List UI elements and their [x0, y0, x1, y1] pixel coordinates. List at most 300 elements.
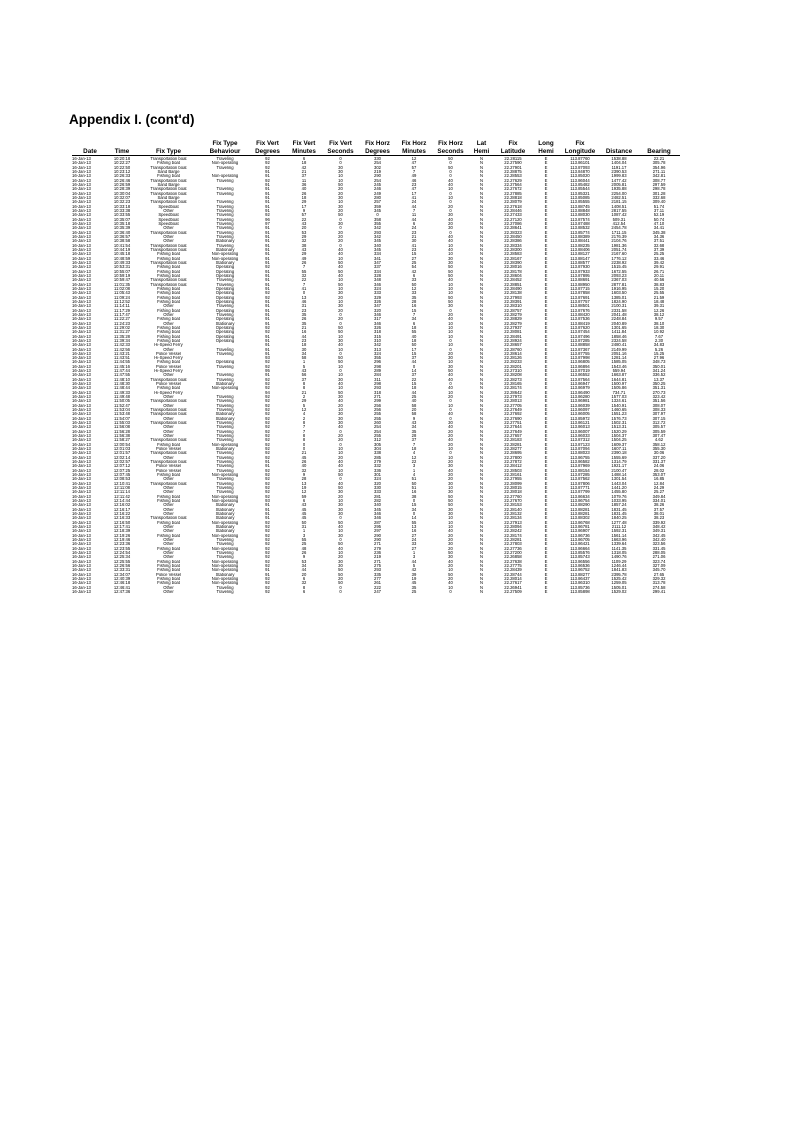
table-cell: 0 — [339, 321, 342, 326]
table-cell: 9 — [302, 472, 306, 478]
table-cell: 113.88281 — [570, 511, 590, 516]
table-cell: N — [479, 446, 484, 452]
table-cell: 1831.45 — [611, 511, 627, 516]
table-cell: E — [544, 299, 548, 304]
table-cell: 39.42 — [653, 260, 665, 265]
table-cell: 1259.05 — [611, 581, 627, 586]
table-cell: 113.86805 — [570, 360, 590, 365]
table-cell: 22.27629 — [504, 178, 522, 183]
table-cell: E — [544, 187, 548, 192]
table-cell: 305.78 — [652, 161, 666, 166]
table-cell: 12.84 — [653, 481, 665, 486]
table-cell: 219 — [374, 555, 381, 560]
table-cell: 27 — [411, 256, 417, 261]
table-cell: 40 — [448, 317, 453, 322]
table-cell: E — [544, 369, 548, 374]
table-cell: E — [544, 377, 548, 382]
table-cell: 20 — [448, 477, 453, 482]
table-cell: 20 — [338, 555, 343, 560]
table-cell: Stationary — [215, 321, 235, 326]
table-cell: Stationary — [215, 529, 235, 534]
table-cell: 20 — [301, 226, 307, 231]
table-cell: 113.88419 — [570, 321, 590, 326]
table-cell: 10 — [338, 364, 343, 369]
table-cell: 92 — [265, 529, 270, 534]
table-cell: 43 — [301, 369, 307, 374]
table-cell: 15.20 — [653, 286, 665, 291]
table-cell: 16-Jan-13 — [72, 529, 91, 534]
table-cell: 92 — [265, 455, 270, 460]
table-cell: 113.85544 — [570, 187, 590, 192]
column-header-line: Minutes — [402, 147, 426, 155]
column-header — [494, 137, 532, 156]
table-cell: 22.26858 — [504, 555, 522, 560]
table-cell: 11:29:02 — [114, 325, 130, 330]
table-cell: 338 — [374, 451, 381, 456]
table-cell: 22.28174 — [504, 386, 522, 391]
table-cell: 30 — [448, 507, 453, 512]
table-cell: 33 — [411, 542, 417, 547]
table-cell: N — [479, 438, 484, 443]
table-cell: 10:55:07 — [113, 269, 131, 274]
table-cell: Transportation boat — [150, 278, 187, 283]
table-cell: 11:49:33 — [114, 390, 130, 395]
table-cell: N — [479, 421, 484, 426]
table-cell: 2238.92 — [611, 260, 627, 265]
table-cell: 0 — [449, 399, 452, 404]
table-cell: N — [479, 386, 484, 391]
table-cell: 113.86121 — [570, 421, 590, 426]
table-cell: 20 — [448, 351, 453, 356]
table-cell: 34 — [411, 507, 417, 512]
table-cell: 1301.54 — [611, 477, 627, 482]
table-cell: 16-Jan-13 — [72, 408, 91, 413]
table-cell: Traveling — [216, 459, 234, 465]
table-cell: N — [479, 459, 484, 465]
table-cell: 16-Jan-13 — [72, 589, 91, 594]
table-cell: 0 — [339, 161, 342, 166]
table-cell: E — [544, 265, 548, 270]
table-cell: 16-Jan-13 — [72, 472, 91, 478]
table-cell: 40 — [448, 559, 453, 564]
table-cell: 271 — [374, 542, 381, 547]
table-cell: 16-Jan-13 — [72, 446, 91, 452]
table-cell: 1515.45 — [611, 265, 627, 270]
table-cell: 54 — [411, 265, 417, 270]
table-cell: 16-Jan-13 — [72, 182, 91, 188]
table-cell: 38.26 — [653, 503, 665, 508]
table-cell: 11:24:23 — [114, 321, 130, 326]
table-cell: 1981.36 — [611, 243, 627, 248]
table-cell: 37 — [301, 377, 307, 382]
table-cell: 16-Jan-13 — [72, 399, 91, 404]
table-cell: 92 — [265, 485, 270, 490]
table-cell: Traveling — [216, 217, 234, 222]
table-cell: 25 — [411, 395, 417, 400]
table-cell: Traveling — [216, 304, 234, 309]
table-cell: 10 — [448, 585, 453, 590]
table-cell: 13 — [301, 481, 307, 486]
table-cell: 113.86556 — [570, 559, 590, 564]
table-cell: 113.88577 — [570, 260, 590, 265]
table-cell: 11:42:33 — [114, 343, 130, 348]
table-cell: 23 — [411, 182, 417, 188]
table-cell: 27 — [411, 533, 417, 538]
table-cell: 92 — [265, 559, 270, 564]
table-cell: E — [544, 412, 548, 417]
table-cell: 10 — [338, 174, 343, 179]
table-cell: 40 — [448, 217, 453, 222]
table-cell: 30 — [338, 291, 343, 296]
table-cell: 20 — [448, 533, 453, 538]
table-cell: 33 — [411, 278, 417, 283]
table-cell: 6 — [302, 156, 306, 162]
table-cell: 22.27775 — [504, 563, 522, 568]
table-cell: E — [544, 568, 548, 573]
table-cell: 30 — [448, 421, 453, 426]
table-cell: 16-Jan-13 — [72, 351, 91, 356]
table-cell: 16-Jan-13 — [72, 438, 91, 443]
table-cell: 22.28450 — [504, 234, 522, 239]
table-cell: 345 — [374, 507, 381, 512]
table-cell: 20 — [338, 308, 343, 313]
table-cell: 22.28829 — [504, 317, 522, 322]
table-cell: N — [479, 195, 484, 201]
table-cell: 12:08:53 — [113, 477, 131, 482]
table-cell: 92 — [265, 403, 270, 408]
table-cell: 113.85898 — [570, 589, 590, 594]
table-cell: 10 — [338, 451, 343, 456]
table-cell: 50 — [448, 269, 453, 274]
table-cell: 91 — [265, 208, 270, 213]
table-cell: 12:16:33 — [113, 516, 131, 521]
table-cell: 25.25 — [653, 252, 665, 257]
table-cell: 16.85 — [653, 477, 665, 482]
table-cell: 2149.99 — [611, 347, 627, 352]
table-cell: 38.23 — [653, 516, 665, 521]
table-cell: 11:47:44 — [114, 369, 130, 374]
table-cell: 11:42:56 — [114, 347, 130, 352]
table-cell: 25 — [411, 589, 417, 594]
table-cell: 20 — [338, 317, 343, 322]
table-cell: 35 — [411, 585, 417, 590]
header-row — [72, 137, 680, 156]
table-cell: N — [479, 239, 484, 244]
table-cell: 7 — [302, 425, 306, 430]
table-cell: 38.01 — [653, 511, 665, 516]
table-cell: 16-Jan-13 — [72, 317, 91, 322]
table-cell: E — [544, 511, 548, 516]
table-cell: Fishing boat — [157, 338, 180, 343]
table-cell: 22.27913 — [504, 520, 522, 525]
table-cell: E — [544, 425, 548, 430]
table-cell: 324 — [374, 477, 381, 482]
table-cell: 16-Jan-13 — [72, 369, 91, 374]
table-cell: 2176.39 — [611, 234, 627, 239]
table-cell: 10:53:31 — [113, 265, 131, 270]
table-cell: 16-Jan-13 — [72, 291, 91, 296]
table-cell: E — [544, 390, 548, 395]
table-cell: 1858.46 — [611, 334, 627, 339]
table-cell: Stationary — [215, 507, 235, 512]
table-cell: 346 — [374, 511, 381, 516]
table-cell: 293 — [374, 568, 381, 573]
table-cell: N — [479, 382, 484, 387]
table-cell: 336 — [374, 468, 381, 473]
table-cell: 9.57 — [654, 317, 664, 322]
table-cell: 92 — [265, 520, 270, 525]
table-cell: 22.27955 — [504, 477, 522, 482]
table-cell: 0 — [339, 589, 342, 594]
table-cell: 0 — [449, 174, 452, 179]
table-cell: N — [479, 156, 484, 162]
table-cell: 45 — [411, 581, 417, 586]
table-cell: 40 — [338, 247, 343, 252]
table-cell: 113.87367 — [570, 347, 590, 352]
table-cell: 16-Jan-13 — [72, 286, 91, 291]
table-cell: 92 — [265, 165, 270, 170]
table-cell: 58 — [301, 356, 307, 361]
table-cell: 22.28439 — [504, 568, 522, 573]
table-cell: N — [479, 568, 484, 573]
table-cell: 16-Jan-13 — [72, 498, 91, 503]
table-cell: 20 — [448, 546, 453, 551]
table-cell: 41 — [411, 243, 417, 248]
table-cell: N — [479, 269, 484, 274]
table-cell: 277 — [374, 576, 381, 581]
table-cell: 113.87093 — [570, 165, 590, 170]
table-cell: Non-operating — [211, 442, 239, 447]
table-cell: E — [544, 520, 548, 525]
table-cell: 326 — [374, 299, 381, 304]
table-cell: 94 — [265, 390, 270, 395]
table-cell: 279 — [374, 459, 381, 465]
table-cell: 40 — [338, 343, 343, 348]
table-cell: Transportation boat — [150, 481, 187, 486]
table-cell: 91 — [265, 317, 270, 322]
table-cell: 10 — [338, 498, 343, 503]
table-cell: 293 — [374, 230, 381, 235]
table-cell: N — [479, 299, 484, 304]
table-cell: 11:01:35 — [114, 282, 130, 287]
table-cell: 91 — [265, 260, 270, 265]
table-cell: Fishing boat — [157, 325, 180, 330]
table-cell: 20 — [338, 208, 343, 213]
table-cell: 254 — [374, 178, 381, 183]
table-cell: 113.86101 — [570, 161, 590, 166]
table-cell: 113.86768 — [570, 520, 590, 525]
table-cell: 91 — [265, 230, 270, 235]
table-cell: 10:41:54 — [113, 243, 131, 248]
table-cell: 1441.20 — [611, 485, 627, 490]
table-cell: 256 — [374, 408, 381, 413]
table-cell: Fishing boat — [157, 330, 180, 335]
table-cell: 349.84 — [652, 494, 666, 499]
table-cell: 45 — [301, 516, 307, 521]
table-cell: 32 — [301, 468, 307, 473]
table-cell: 302 — [374, 165, 381, 170]
table-cell: 20 — [448, 459, 453, 465]
table-cell: 22.27670 — [504, 498, 522, 503]
table-cell: N — [479, 291, 484, 296]
table-cell: 92 — [265, 563, 270, 568]
column-header-line: Bearing — [647, 147, 671, 155]
table-cell: 22.28642 — [504, 390, 522, 395]
table-cell: 22.27751 — [504, 421, 522, 426]
table-cell: 42 — [411, 269, 417, 274]
table-cell: 16 — [411, 304, 417, 309]
table-cell: 22.27590 — [504, 161, 522, 166]
table-cell: 91 — [265, 273, 270, 278]
table-cell: 40 — [448, 239, 453, 244]
table-cell: Non-operating — [211, 581, 239, 586]
table-cell: 43 — [301, 221, 307, 226]
table-cell: Non-operating — [211, 256, 239, 261]
table-cell: 21 — [301, 451, 307, 456]
table-cell: 50 — [338, 282, 343, 287]
table-cell: 113.85576 — [570, 550, 590, 555]
table-cell: 20 — [338, 438, 343, 443]
table-cell: 16-Jan-13 — [72, 278, 91, 283]
table-cell: N — [479, 217, 484, 222]
table-cell: 345 — [374, 239, 381, 244]
table-cell: 51 — [411, 477, 417, 482]
table-cell: 113.85020 — [570, 174, 590, 179]
table-cell: 40 — [448, 377, 453, 382]
table-cell: 16-Jan-13 — [72, 516, 91, 521]
table-cell: 22.28014 — [504, 576, 522, 581]
table-cell: 113.87691 — [570, 295, 590, 300]
table-cell: 1500.97 — [611, 382, 627, 387]
table-cell: 11:22:27 — [114, 317, 130, 322]
table-cell: Fishing boat — [157, 252, 180, 257]
table-cell: 16-Jan-13 — [72, 161, 91, 166]
table-cell: 16-Jan-13 — [72, 520, 91, 525]
table-cell: Stationary — [215, 446, 235, 452]
table-cell: 91 — [265, 459, 270, 465]
table-cell: Police Vessel — [156, 468, 181, 473]
table-cell: 45 — [301, 507, 307, 512]
table-cell: 16-Jan-13 — [72, 468, 91, 473]
table-cell: 113.87488 — [570, 221, 590, 226]
table-cell: 10:20:18 — [113, 156, 131, 162]
table-cell: Operating — [215, 295, 235, 300]
table-cell: 52.19 — [653, 213, 665, 218]
table-cell: 16-Jan-13 — [72, 330, 91, 335]
appendix-table — [72, 137, 680, 594]
table-cell: 246 — [374, 187, 381, 192]
table-cell: 7 — [302, 429, 306, 434]
table-cell: 346 — [374, 516, 381, 521]
table-cell: 24 — [411, 200, 417, 205]
column-header-line: Time — [114, 147, 130, 155]
table-cell: 1935.88 — [611, 187, 627, 192]
table-cell: 113.86894 — [570, 364, 590, 369]
table-cell: 0 — [339, 442, 342, 447]
table-cell: Fishing boat — [157, 559, 180, 564]
table-cell: 40 — [338, 382, 343, 387]
table-cell: 353.07 — [652, 472, 666, 478]
table-cell: 50 — [338, 520, 343, 525]
table-cell: 274.58 — [652, 585, 666, 590]
table-cell: N — [479, 555, 484, 560]
table-cell: 284 — [374, 373, 381, 378]
table-cell: Traveling — [216, 403, 234, 408]
table-cell: 22.28553 — [504, 174, 522, 179]
table-cell: N — [479, 208, 484, 213]
table-cell: 333 — [374, 291, 381, 296]
table-cell: 10:30:04 — [113, 191, 131, 196]
table-cell: 12:24:54 — [113, 550, 131, 555]
table-cell: 22.28490 — [504, 286, 522, 291]
table-cell: 113.86007 — [570, 429, 590, 434]
table-cell: 113.87799 — [570, 490, 590, 495]
table-cell: 50 — [338, 269, 343, 274]
table-cell: 10:35:18 — [113, 221, 131, 226]
table-cell: 342 — [374, 343, 381, 348]
table-cell: 0 — [339, 585, 342, 590]
table-cell: Traveling — [216, 226, 234, 231]
table-cell: 10 — [338, 550, 343, 555]
table-cell: 20 — [448, 576, 453, 581]
table-cell: 12:10:41 — [113, 481, 131, 486]
table-cell: 11:35:28 — [114, 334, 130, 339]
table-cell: 10:22:27 — [113, 161, 131, 166]
table-cell: Hi-Speed Ferry — [154, 343, 183, 348]
table-cell: 10:35:39 — [113, 226, 131, 231]
table-cell: 113.84870 — [570, 169, 590, 175]
table-cell: 22.28310 — [504, 304, 522, 309]
table-cell: 0 — [449, 408, 452, 413]
table-cell: 12:07:12 — [113, 464, 131, 469]
table-cell: 5.26 — [654, 347, 664, 352]
table-cell: 41 — [301, 286, 307, 291]
table-cell: 305 — [374, 442, 381, 447]
table-cell: 18 — [411, 446, 417, 452]
table-cell: 20 — [448, 537, 453, 542]
table-cell: 22.28604 — [504, 273, 522, 278]
table-cell: 0 — [339, 351, 342, 356]
table-cell: 113.86582 — [570, 459, 590, 465]
table-cell: 22.28165 — [504, 382, 522, 387]
table-cell: 10 — [448, 343, 453, 348]
table-cell: 92 — [265, 546, 270, 551]
table-cell: 346 — [374, 282, 381, 287]
table-cell: 27.65 — [653, 572, 665, 577]
table-cell: 92 — [265, 524, 270, 529]
table-cell: 324 — [374, 351, 381, 356]
table-cell: 25.27 — [653, 490, 665, 495]
table-cell: 92 — [265, 451, 270, 456]
table-cell: 92 — [265, 438, 270, 443]
table-cell: 12:16:50 — [113, 520, 131, 525]
table-cell: 45 — [301, 455, 307, 460]
table-cell: 55 — [301, 537, 307, 542]
table-cell: N — [479, 312, 484, 317]
table-cell: 30 — [338, 204, 343, 209]
table-cell: N — [479, 520, 484, 525]
table-cell: 22.28583 — [504, 252, 522, 257]
table-cell: 318 — [374, 390, 381, 395]
table-cell: 22.28491 — [504, 334, 522, 339]
table-cell: 22 — [301, 278, 307, 283]
table-cell: 40 — [448, 373, 453, 378]
table-cell: 339.92 — [652, 520, 666, 525]
table-cell: 26 — [301, 191, 307, 196]
table-cell: N — [479, 174, 484, 179]
table-cell: 10 — [448, 291, 453, 296]
table-cell: 16-Jan-13 — [72, 265, 91, 270]
